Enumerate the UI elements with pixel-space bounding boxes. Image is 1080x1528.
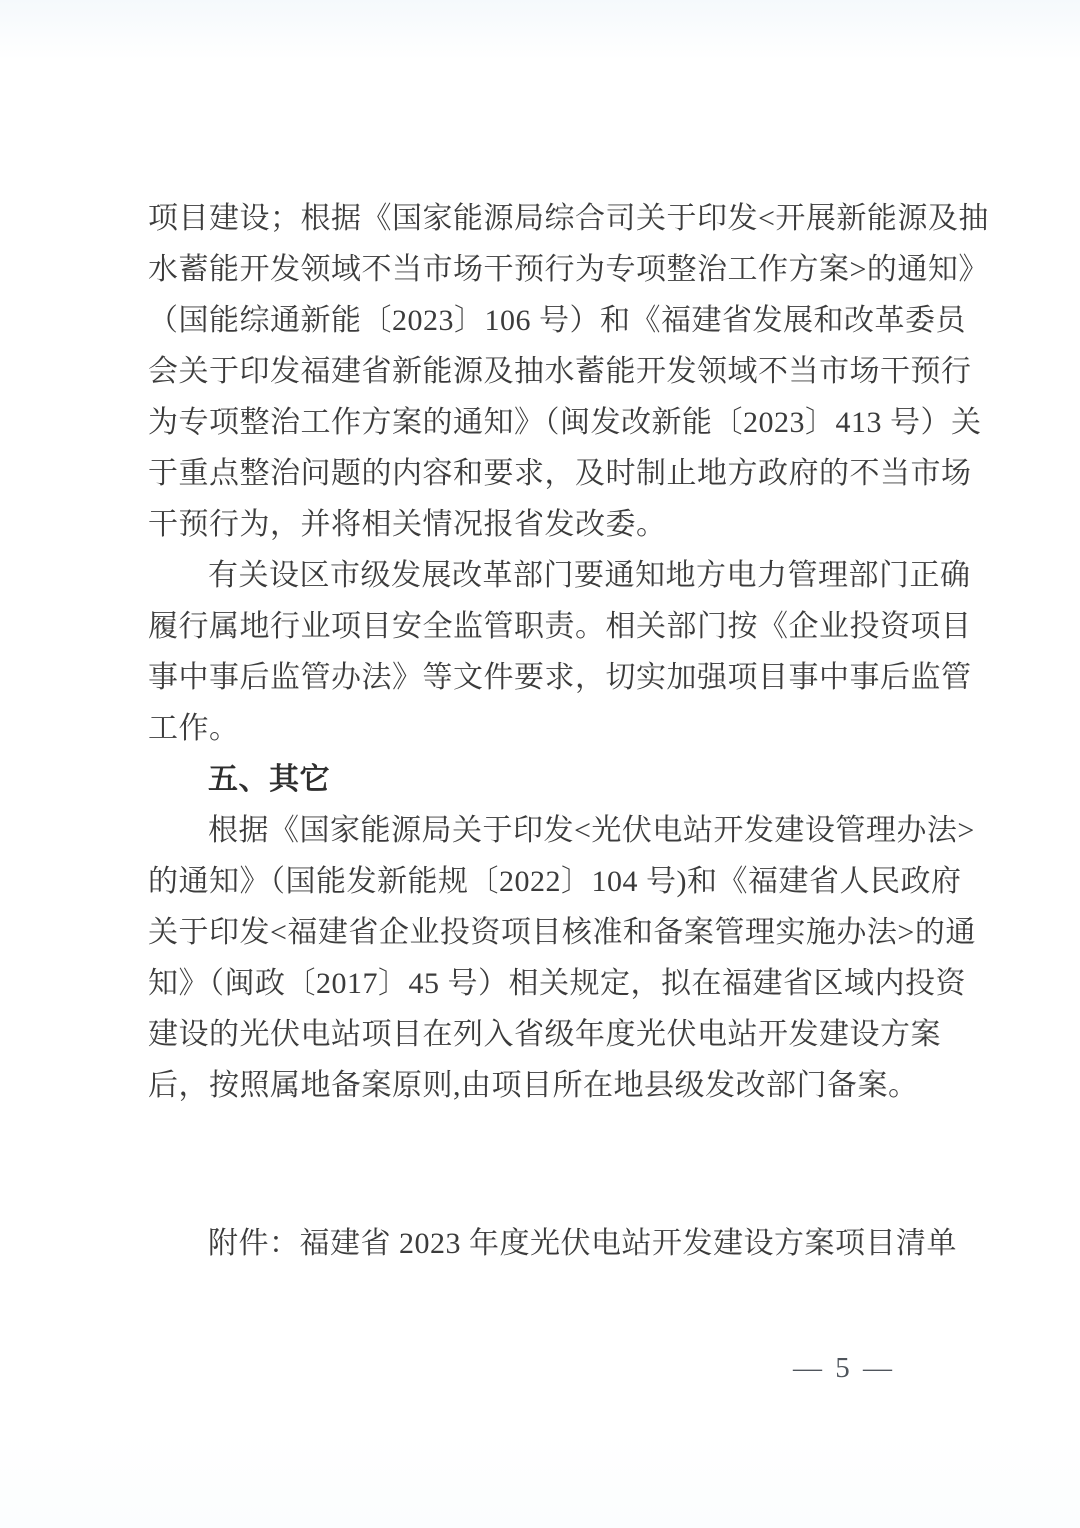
attachment-line: 附件：福建省 2023 年度光伏电站开发建设方案项目清单 xyxy=(208,1227,957,1260)
document-line: 为专项整治工作方案的通知》（闽发改新能〔2023〕413 号）关 xyxy=(148,406,982,439)
document-line: 后，按照属地备案原则,由项目所在地县级发改部门备案。 xyxy=(148,1069,919,1102)
document-line: 工作。 xyxy=(148,712,240,745)
document-body xyxy=(148,193,989,1269)
document-line: 履行属地行业项目安全监管职责。相关部门按《企业投资项目 xyxy=(148,610,972,643)
document-line: 知》（闽政〔2017〕45 号）相关规定，拟在福建省区域内投资 xyxy=(148,967,966,1000)
document-line: 建设的光伏电站项目在列入省级年度光伏电站开发建设方案 xyxy=(148,1018,941,1051)
document-line: 干预行为，并将相关情况报省发改委。 xyxy=(148,508,667,541)
document-line: 于重点整治问题的内容和要求，及时制止地方政府的不当市场 xyxy=(148,457,972,490)
document-line: 项目建设；根据《国家能源局综合司关于印发<开展新能源及抽 xyxy=(148,202,989,235)
document-line: 的通知》（国能发新能规〔2022〕104 号)和《福建省人民政府 xyxy=(148,865,962,898)
section-heading: 五、其它 xyxy=(208,763,330,796)
document-line: 事中事后监管办法》等文件要求，切实加强项目事中事后监管 xyxy=(148,661,972,694)
document-line: 有关设区市级发展改革部门要通知地方电力管理部门正确 xyxy=(208,559,971,592)
document-line: 会关于印发福建省新能源及抽水蓄能开发领域不当市场干预行 xyxy=(148,355,972,388)
document-line: （国能综通新能〔2023〕106 号）和《福建省发展和改革委员 xyxy=(148,304,966,337)
page-number: — 5 — xyxy=(793,1352,895,1384)
document-line: 关于印发<福建省企业投资项目核准和备案管理实施办法>的通 xyxy=(148,916,976,949)
document-line: 根据《国家能源局关于印发<光伏电站开发建设管理办法> xyxy=(208,814,975,847)
document-line: 水蓄能开发领域不当市场干预行为专项整治工作方案>的通知》 xyxy=(148,253,989,286)
